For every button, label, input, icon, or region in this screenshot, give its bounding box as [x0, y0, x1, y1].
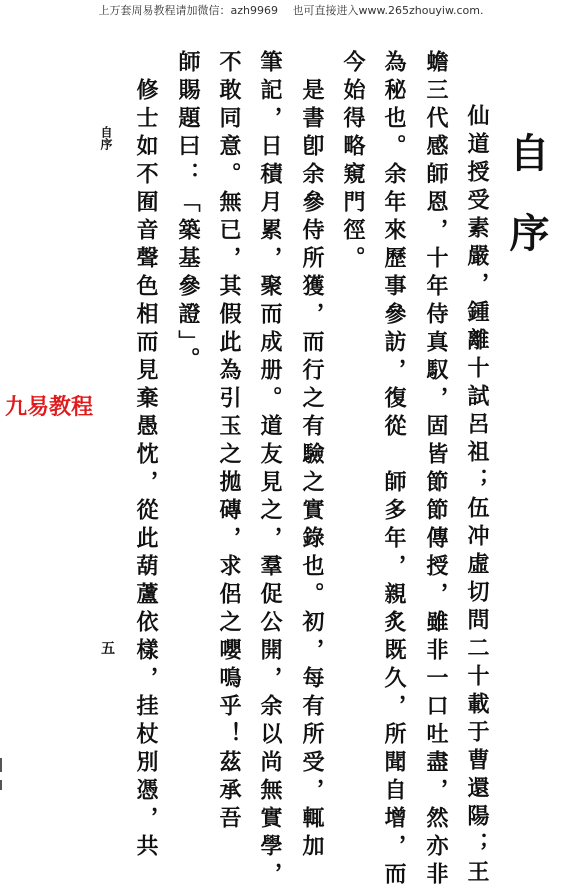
scan-edge-mark — [0, 758, 2, 772]
text-column-8: 師賜題曰：「築基參證」。 — [175, 50, 201, 375]
page-title: 自序 — [503, 132, 550, 292]
side-label: 自序 — [99, 126, 113, 150]
text-column-5: 是書卽余參侍所獲，而行之有驗之實錄也。初，每有所受，輒加 — [299, 78, 325, 862]
text-column-7: 不敢同意。無已，其假此為引玉之拋磚，求侶之嚶鳴乎！茲承吾 — [216, 50, 242, 834]
text-column-3: 為秘也。余年來歷事參訪，復從 師多年，親炙既久，所聞自增，而 — [381, 50, 407, 890]
page-number: 五 — [101, 641, 115, 657]
text-column-6: 筆記，日積月累，聚而成册。道友見之，羣促公開，余以尚無實學， — [257, 50, 283, 890]
text-column-2: 蟾三代感師恩，十年侍真馭，固皆節節傳授，雖非一口吐盡，然亦非 — [423, 50, 449, 890]
top-banner: 上万套周易教程请加微信：azh9969 也可直接进入www.265zhouyiw.com. — [98, 4, 484, 17]
scan-edge-mark — [0, 780, 2, 790]
text-column-9: 修士如不囿音聲色相而見棄愚忱，從此葫蘆依樣，挂杖別憑，共 — [133, 78, 159, 862]
text-column-4: 今始得略窺門徑。 — [340, 50, 366, 274]
text-column-1: 仙道授受素嚴，鍾離十試呂祖；伍冲虛切問二十載于曹還陽；王 — [464, 104, 490, 888]
watermark: 九易教程 — [5, 395, 94, 420]
